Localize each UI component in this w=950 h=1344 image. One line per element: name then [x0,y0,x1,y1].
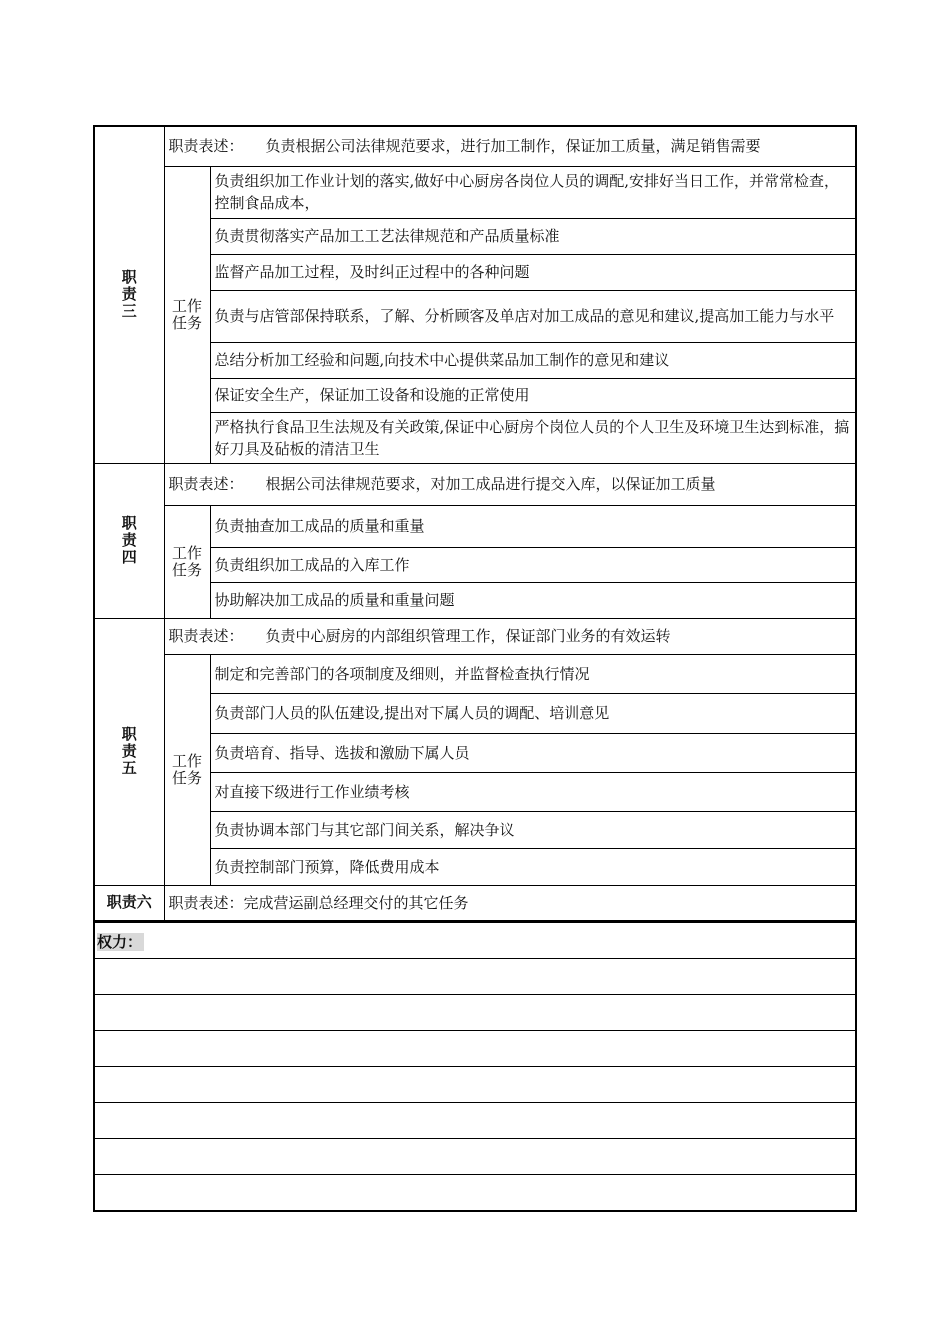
duty-4-label: 职责四 [94,463,164,618]
duty-3-task-2: 负责贯彻落实产品加工工艺法律规范和产品质量标准 [210,218,856,254]
duty-5-task-4: 对直接下级进行工作业绩考核 [210,772,856,811]
duty-5-task-label: 工作任务 [164,654,210,885]
duty-4-task-2: 负责组织加工成品的入库工作 [210,547,856,582]
blank-row [94,1031,856,1067]
duty-5-task-3: 负责培育、指导、选拔和激励下属人员 [210,733,856,772]
blank-row [94,1067,856,1103]
duty-5-desc-row [94,618,856,654]
duty-3-task-4: 负责与店管部保持联系，了解、分析顾客及单店对加工成品的意见和建议,提高加工能力与水平 [210,290,856,342]
blank-row [94,995,856,1031]
duty-3-task-3: 监督产品加工过程，及时纠正过程中的各种问题 [210,254,856,290]
duty-5-description: 职责表述： 负责中心厨房的内部组织管理工作，保证部门业务的有效运转 [164,618,856,654]
blank-row [94,1103,856,1139]
power-label: 权力： [94,923,856,959]
duty-3-task-5: 总结分析加工经验和问题,向技术中心提供菜品加工制作的意见和建议 [210,342,856,378]
job-description-document [93,125,857,1212]
duty-3-description: 职责表述： 负责根据公司法律规范要求，进行加工制作，保证加工质量，满足销售需要 [164,126,856,166]
duties-table [93,125,857,922]
duty-3-task-7: 严格执行食品卫生法规及有关政策,保证中心厨房个岗位人员的个人卫生及环境卫生达到标准，搞好刀具及砧板的清洁卫生 [210,412,856,463]
power-header-row [94,923,856,959]
table-row [94,166,856,218]
duty-4-description: 职责表述： 根据公司法律规范要求，对加工成品进行提交入库，以保证加工质量 [164,463,856,505]
duty-3-task-6: 保证安全生产，保证加工设备和设施的正常使用 [210,378,856,412]
duty-4-desc-row [94,463,856,505]
duty-3-label: 职责三 [94,126,164,463]
table-row [94,505,856,547]
duty-5-task-1: 制定和完善部门的各项制度及细则，并监督检查执行情况 [210,654,856,693]
power-table [93,922,857,1212]
duty-3-desc-row [94,126,856,166]
table-row [94,654,856,693]
blank-row [94,1139,856,1175]
duty-4-task-1: 负责抽查加工成品的质量和重量 [210,505,856,547]
duty-5-task-5: 负责协调本部门与其它部门间关系，解决争议 [210,811,856,848]
duty-4-task-3: 协助解决加工成品的质量和重量问题 [210,582,856,618]
duty-5-label: 职责五 [94,618,164,885]
duty-6-row [94,885,856,921]
duty-5-task-6: 负责控制部门预算，降低费用成本 [210,848,856,885]
duty-6-label: 职责六 [94,885,164,921]
duty-5-task-2: 负责部门人员的队伍建设,提出对下属人员的调配、培训意见 [210,693,856,733]
duty-4-task-label: 工作任务 [164,505,210,618]
blank-row [94,1175,856,1212]
duty-3-task-1: 负责组织加工作业计划的落实,做好中心厨房各岗位人员的调配,安排好当日工作，并常常检查，控制食品成本， [210,166,856,218]
duty-6-description: 职责表述：完成营运副总经理交付的其它任务 [164,885,856,921]
blank-row [94,959,856,995]
duty-3-task-label: 工作任务 [164,166,210,463]
